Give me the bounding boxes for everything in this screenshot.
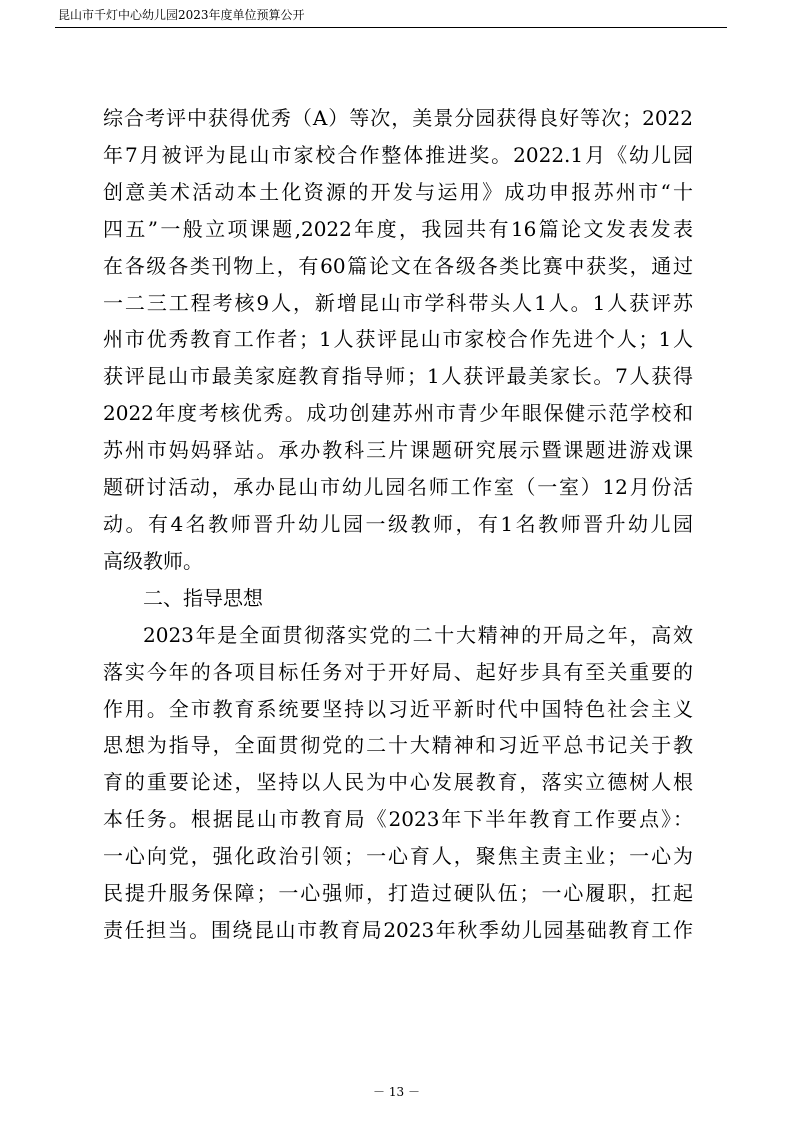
text-line: 一心向党，强化政治引领；一心育人，聚焦主责主业；一心为: [103, 844, 693, 869]
text-line: 题研讨活动，承办昆山市幼儿园名师工作室（一室）12月份活: [103, 475, 693, 500]
text-line: 高级教师。: [103, 548, 203, 573]
running-header: 昆山市千灯中心幼儿园2023年度单位预算公开: [58, 8, 305, 22]
text-line: 责任担当。围绕昆山市教育局2023年秋季幼儿园基础教育工作: [103, 917, 693, 942]
text-line: 本任务。根据昆山市教育局《2023年下半年教育工作要点》：: [103, 807, 693, 832]
text-line: 综合考评中获得优秀（A）等次，美景分园获得良好等次；2022: [103, 106, 693, 130]
text-line: 一二三工程考核9人，新增昆山市学科带头人1人。1人获评苏: [103, 290, 693, 315]
text-line: 民提升服务保障；一心强师，打造过硬队伍；一心履职，扛起: [103, 881, 693, 906]
text-line: 思想为指导，全面贯彻党的二十大精神和习近平总书记关于教: [103, 733, 693, 758]
text-line: 2022年度考核优秀。成功创建苏州市青少年眼保健示范学校和: [103, 401, 693, 426]
text-line: 在各级各类刊物上，有60篇论文在各级各类比赛中获奖，通过: [103, 253, 693, 278]
paragraph-achievements: [103, 100, 693, 580]
text-line: 年7月被评为昆山市家校合作整体推进奖。2022.1月《幼儿园: [103, 142, 693, 167]
document-body: [103, 100, 693, 949]
text-line: 育的重要论述，坚持以人民为中心发展教育，落实立德树人根: [103, 770, 693, 795]
section-heading: 二、指导思想: [143, 585, 263, 610]
text-line: 落实今年的各项目标任务对于开好局、起好步具有至关重要的: [103, 659, 693, 684]
text-line: 苏州市妈妈驿站。承办教科三片课题研究展示暨课题进游戏课: [103, 438, 693, 463]
text-line: 获评昆山市最美家庭教育指导师；1人获评最美家长。7人获得: [103, 364, 693, 389]
header-rule: [55, 27, 727, 28]
page-number: － 13 －: [373, 1085, 420, 1099]
text-line: 动。有4名教师晋升幼儿园一级教师，有1名教师晋升幼儿园: [103, 511, 693, 536]
text-line: 四五”一般立项课题,2022年度，我园共有16篇论文发表发表: [103, 216, 693, 241]
text-line: 州市优秀教育工作者；1人获评昆山市家校合作先进个人；1人: [103, 327, 693, 352]
text-line: 作用。全市教育系统要坚持以习近平新时代中国特色社会主义: [103, 696, 693, 721]
text-line: 创意美术活动本土化资源的开发与运用》成功申报苏州市“十: [103, 179, 693, 204]
text-line: 2023年是全面贯彻落实党的二十大精神的开局之年，高效: [143, 622, 693, 647]
paragraph-guiding-ideology: [103, 617, 693, 949]
